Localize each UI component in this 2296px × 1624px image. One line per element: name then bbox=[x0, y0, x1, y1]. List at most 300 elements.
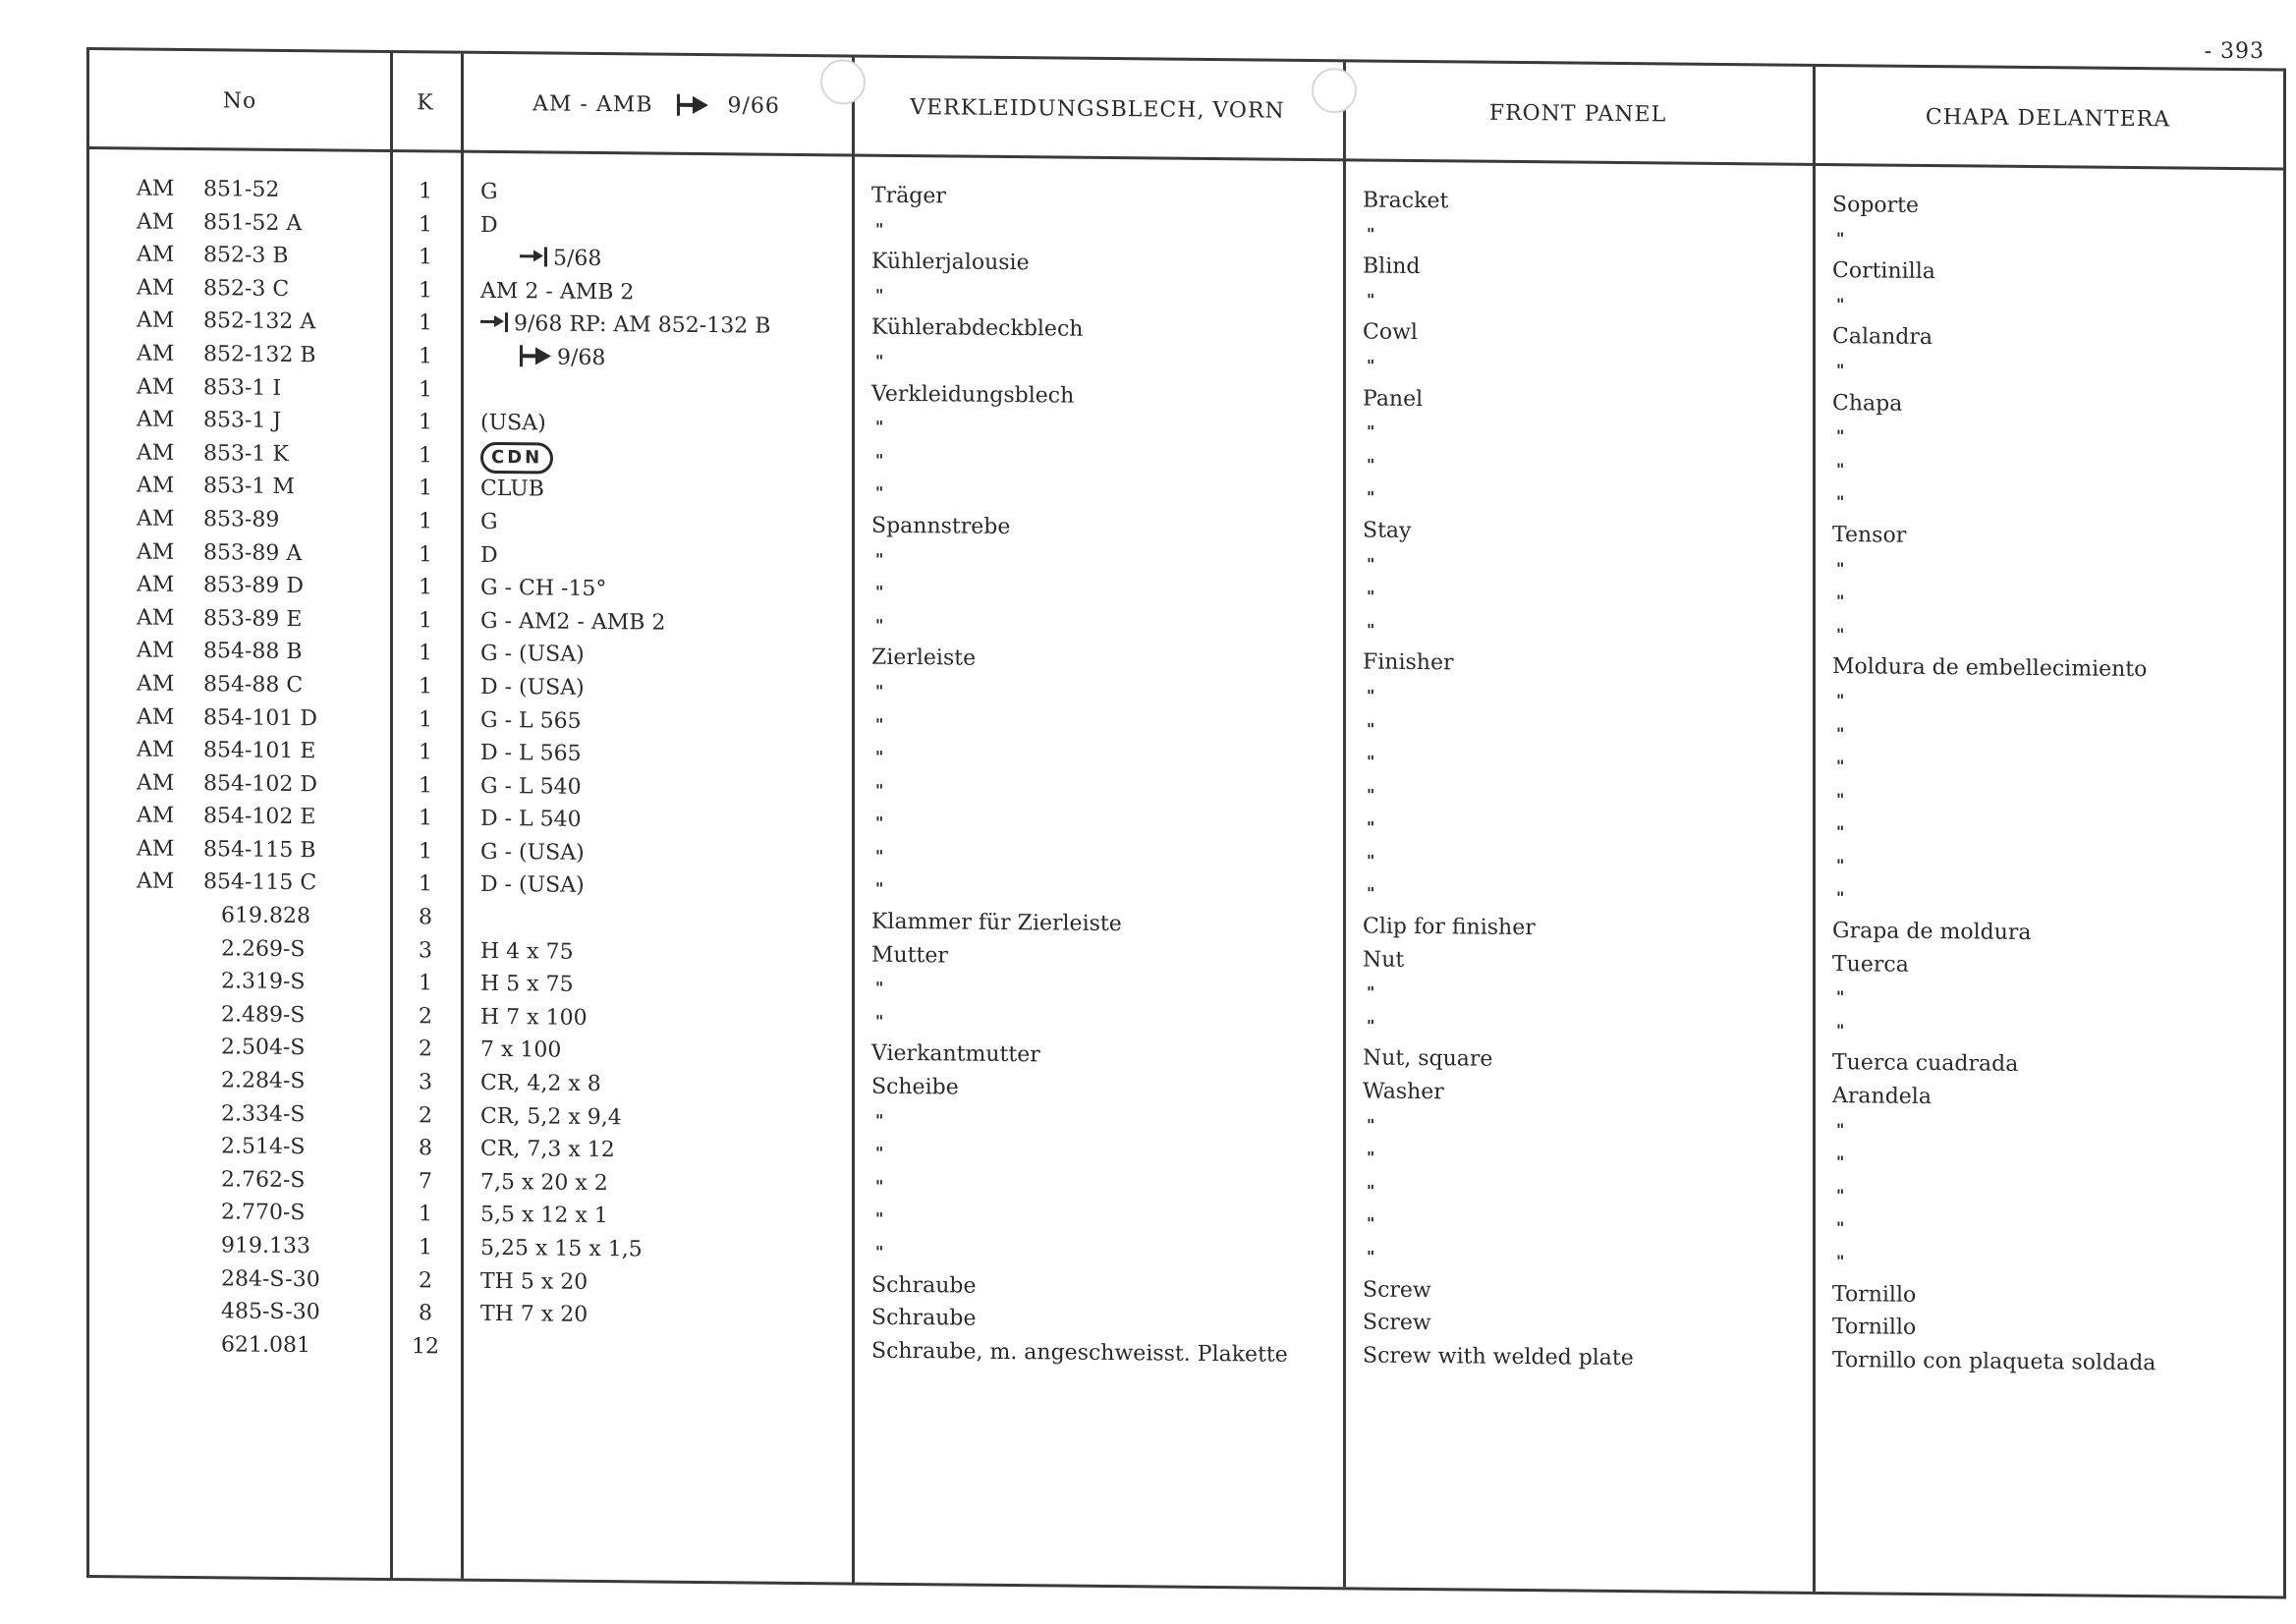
part-number: 854-88 B bbox=[203, 639, 303, 665]
specification-cell bbox=[480, 1067, 844, 1103]
parts-table bbox=[86, 47, 2286, 1598]
specification-cell bbox=[480, 638, 844, 674]
specification-cell bbox=[480, 868, 844, 905]
german-description: Schraube bbox=[871, 1305, 977, 1331]
arrow-end-icon bbox=[480, 312, 510, 332]
punch-hole bbox=[1312, 68, 1357, 113]
header-model bbox=[461, 54, 852, 156]
specification-text: D - (USA) bbox=[480, 872, 585, 899]
part-number: 854-102 E bbox=[203, 804, 316, 830]
part-prefix: AM bbox=[137, 506, 175, 532]
english-description: " bbox=[1367, 1016, 1375, 1036]
specification-cell bbox=[480, 407, 844, 443]
part-number-cell bbox=[137, 667, 382, 702]
quantity-cell: 1 bbox=[419, 740, 432, 765]
part-prefix: AM bbox=[137, 275, 175, 301]
english-description: Nut bbox=[1363, 947, 1405, 973]
spanish-description: " bbox=[1836, 624, 1845, 644]
part-number-cell bbox=[137, 700, 382, 736]
part-prefix bbox=[137, 1284, 203, 1285]
spanish-description: Tornillo con plaqueta soldada bbox=[1832, 1347, 2156, 1376]
part-number: 854-101 E bbox=[203, 738, 316, 764]
specification-cell bbox=[480, 836, 844, 872]
spanish-description: Tornillo bbox=[1832, 1281, 1917, 1308]
specification-text: G - AM2 - AMB 2 bbox=[480, 608, 666, 636]
part-prefix: AM bbox=[137, 605, 175, 631]
quantity-cell: 1 bbox=[419, 410, 432, 435]
english-description: " bbox=[1367, 1148, 1375, 1167]
part-prefix bbox=[137, 1119, 203, 1120]
spanish-description: " bbox=[1836, 789, 1845, 809]
part-prefix: AM bbox=[137, 737, 175, 762]
quantity-cell: 1 bbox=[419, 310, 432, 336]
english-description: Nut, square bbox=[1363, 1045, 1493, 1073]
part-number: 2.514-S bbox=[221, 1134, 306, 1160]
quantity-cell: 8 bbox=[419, 1136, 432, 1161]
german-description: " bbox=[875, 417, 884, 436]
german-description: " bbox=[875, 615, 884, 635]
english-description: " bbox=[1367, 1213, 1375, 1233]
english-description: " bbox=[1367, 620, 1375, 640]
part-prefix bbox=[137, 922, 203, 923]
specification-cell bbox=[480, 605, 844, 642]
specification-cell bbox=[480, 1199, 844, 1235]
specification-cell bbox=[480, 770, 844, 807]
header-model-text: AM - AMB bbox=[532, 90, 653, 118]
german-description: " bbox=[875, 978, 884, 998]
quantity-cell: 1 bbox=[419, 772, 432, 799]
part-number-cell bbox=[137, 734, 382, 769]
english-description: " bbox=[1367, 851, 1375, 870]
english-description: " bbox=[1367, 290, 1375, 309]
part-prefix bbox=[137, 1020, 203, 1021]
part-number-cell bbox=[137, 1327, 382, 1363]
specification-text: CLUB bbox=[480, 476, 544, 502]
spanish-description: " bbox=[1836, 591, 1845, 611]
part-number: 854-101 D bbox=[203, 704, 318, 731]
specification-cell bbox=[480, 1264, 844, 1301]
specification-cell bbox=[480, 440, 844, 476]
specification-text: D - L 565 bbox=[480, 740, 582, 766]
part-number-cell bbox=[137, 635, 382, 670]
german-description: " bbox=[875, 1242, 884, 1261]
spanish-description: " bbox=[1836, 691, 1845, 710]
english-description: " bbox=[1367, 1115, 1375, 1135]
english-description: Panel bbox=[1363, 386, 1424, 412]
quantity-cell: 7 bbox=[419, 1169, 432, 1195]
german-description: Kühlerjalousie bbox=[871, 249, 1030, 276]
german-description: " bbox=[875, 747, 884, 766]
part-number-cell bbox=[137, 436, 382, 472]
english-description: " bbox=[1367, 487, 1375, 507]
part-number-cell bbox=[137, 172, 382, 207]
part-number: 2.334-S bbox=[221, 1100, 306, 1127]
part-number-cell bbox=[137, 370, 382, 406]
quantity-cell: 1 bbox=[419, 376, 432, 402]
german-description: " bbox=[875, 812, 884, 833]
quantity-cell: 2 bbox=[419, 1102, 432, 1129]
specification-cell bbox=[480, 703, 844, 740]
part-number-cell bbox=[137, 239, 382, 274]
specification-cell bbox=[480, 275, 844, 311]
part-prefix: AM bbox=[137, 572, 175, 597]
spanish-description: " bbox=[1836, 855, 1845, 875]
german-description: Verkleidungsblech bbox=[871, 381, 1075, 409]
column-quantity bbox=[402, 175, 449, 1364]
header-k: K bbox=[417, 89, 434, 115]
header-english: FRONT PANEL bbox=[1488, 100, 1667, 127]
part-number-cell bbox=[137, 535, 382, 571]
german-description: Scheibe bbox=[871, 1074, 959, 1100]
part-number: 853-1 M bbox=[203, 474, 295, 500]
part-prefix: AM bbox=[137, 803, 175, 829]
english-description: " bbox=[1367, 554, 1375, 574]
part-number-cell bbox=[137, 271, 382, 307]
part-prefix: AM bbox=[137, 242, 175, 268]
quantity-cell: 1 bbox=[419, 607, 432, 634]
part-number-cell bbox=[137, 305, 382, 340]
spanish-description: " bbox=[1836, 1252, 1845, 1271]
specification-cell bbox=[480, 1099, 844, 1136]
part-number: 2.269-S bbox=[221, 935, 306, 962]
column-divider bbox=[390, 53, 393, 1578]
quantity-cell: 8 bbox=[419, 1301, 432, 1326]
part-prefix: AM bbox=[137, 473, 175, 499]
part-prefix bbox=[137, 1350, 203, 1351]
specification-text: G - (USA) bbox=[480, 642, 585, 668]
specification-text: G - CH -15° bbox=[480, 575, 607, 602]
quantity-cell: 2 bbox=[419, 1004, 432, 1030]
specification-text: G - (USA) bbox=[480, 839, 585, 866]
specification-text: 7 x 100 bbox=[480, 1037, 562, 1064]
part-prefix bbox=[137, 987, 203, 988]
german-description: " bbox=[875, 1011, 884, 1031]
spanish-description: Chapa bbox=[1832, 390, 1903, 417]
german-description: Zierleiste bbox=[871, 644, 977, 672]
part-prefix: AM bbox=[137, 308, 175, 334]
specification-cell bbox=[480, 935, 844, 972]
part-number: 919.133 bbox=[221, 1233, 310, 1260]
specification-text: D - (USA) bbox=[480, 674, 585, 700]
quantity-cell: 1 bbox=[419, 839, 432, 865]
spanish-description: " bbox=[1836, 459, 1845, 478]
quantity-cell: 1 bbox=[419, 211, 432, 237]
quantity-cell: 1 bbox=[419, 245, 432, 270]
part-number-cell bbox=[137, 404, 382, 439]
part-number: 485-S-30 bbox=[221, 1299, 320, 1325]
column-divider bbox=[1813, 67, 1816, 1592]
cdn-stamp: CDN bbox=[480, 442, 553, 475]
spanish-description: " bbox=[1836, 1218, 1845, 1238]
part-number: 852-132 B bbox=[203, 342, 316, 368]
spanish-description: " bbox=[1836, 1119, 1845, 1139]
spanish-description: " bbox=[1836, 723, 1845, 743]
specification-cell bbox=[480, 176, 844, 212]
part-number-cell bbox=[137, 965, 382, 1000]
part-number: 853-89 A bbox=[203, 539, 303, 566]
specification-cell bbox=[480, 1298, 844, 1334]
arrow-start-icon bbox=[520, 345, 553, 366]
german-description: " bbox=[875, 483, 884, 503]
specification-cell bbox=[480, 538, 844, 575]
german-description: Klammer für Zierleiste bbox=[871, 909, 1122, 937]
part-number: 851-52 A bbox=[203, 209, 303, 236]
part-prefix: AM bbox=[137, 539, 175, 565]
part-number-cell bbox=[137, 832, 382, 868]
english-description: " bbox=[1367, 817, 1375, 837]
part-prefix: AM bbox=[137, 341, 175, 366]
english-description: Screw bbox=[1363, 1277, 1431, 1303]
english-description: " bbox=[1367, 455, 1375, 475]
column-english bbox=[1363, 184, 1805, 1376]
part-number-cell bbox=[137, 1295, 382, 1330]
specification-text: CR, 7,3 x 12 bbox=[480, 1137, 615, 1163]
english-description: Blind bbox=[1363, 253, 1421, 280]
quantity-cell: 1 bbox=[419, 871, 432, 897]
specification-cell bbox=[480, 1232, 844, 1268]
arrow-start-icon bbox=[677, 94, 710, 116]
quantity-cell: 1 bbox=[419, 541, 432, 567]
specification-cell bbox=[480, 506, 844, 542]
part-number-cell bbox=[137, 1130, 382, 1165]
specification-text: 9/68 RP: AM 852-132 B bbox=[514, 311, 771, 340]
specification-text: 5,5 x 12 x 1 bbox=[480, 1203, 608, 1229]
specification-cell bbox=[480, 671, 844, 707]
part-number: 284-S-30 bbox=[221, 1265, 320, 1292]
part-number: 851-52 bbox=[203, 177, 280, 202]
specification-text: 5,25 x 15 x 1,5 bbox=[480, 1235, 643, 1262]
specification-text: TH 5 x 20 bbox=[480, 1268, 588, 1295]
quantity-cell: 1 bbox=[419, 179, 432, 204]
part-number: 2.762-S bbox=[221, 1167, 306, 1193]
part-number-cell bbox=[137, 502, 382, 537]
spanish-description: Tensor bbox=[1832, 522, 1907, 548]
english-description: " bbox=[1367, 785, 1375, 805]
english-description: " bbox=[1367, 883, 1375, 904]
quantity-cell: 1 bbox=[419, 641, 432, 666]
spanish-description: " bbox=[1836, 756, 1845, 776]
part-number-cell bbox=[137, 337, 382, 372]
spanish-description: Moldura de embellecimiento bbox=[1832, 654, 2148, 683]
spanish-description: " bbox=[1836, 1152, 1845, 1172]
specification-text: AM 2 - AMB 2 bbox=[480, 278, 635, 306]
english-description: " bbox=[1367, 421, 1375, 441]
part-prefix: AM bbox=[137, 770, 175, 796]
part-prefix: AM bbox=[137, 638, 175, 664]
part-number-cell bbox=[137, 766, 382, 802]
part-prefix: AM bbox=[137, 703, 175, 730]
punch-hole bbox=[820, 59, 866, 104]
column-part-number bbox=[137, 172, 382, 1363]
part-prefix bbox=[137, 1087, 203, 1088]
german-description: Schraube, m. angeschweisst. Plakette bbox=[871, 1338, 1288, 1368]
page-number: - 393 bbox=[2204, 39, 2265, 64]
spanish-description: " bbox=[1836, 1185, 1845, 1204]
part-prefix bbox=[137, 1152, 203, 1153]
part-number: 2.319-S bbox=[221, 969, 306, 995]
english-description: " bbox=[1367, 1181, 1375, 1201]
specification-cell bbox=[480, 572, 844, 608]
part-number-cell bbox=[137, 931, 382, 967]
spanish-description: Arandela bbox=[1832, 1084, 1932, 1110]
specification-cell bbox=[480, 308, 844, 344]
part-number: 2.770-S bbox=[221, 1200, 306, 1226]
english-description: Screw bbox=[1363, 1310, 1431, 1336]
spanish-description: " bbox=[1836, 228, 1845, 248]
part-prefix bbox=[137, 1185, 203, 1186]
spanish-description: " bbox=[1836, 558, 1845, 578]
part-number: 853-89 bbox=[203, 507, 280, 532]
part-prefix: AM bbox=[137, 440, 175, 466]
part-number-cell bbox=[137, 601, 382, 637]
specification-text: H 4 x 75 bbox=[480, 938, 574, 965]
spanish-description: " bbox=[1836, 888, 1845, 908]
part-number-cell bbox=[137, 1031, 382, 1066]
spanish-description: Tornillo bbox=[1832, 1315, 1917, 1341]
english-description: " bbox=[1367, 982, 1375, 1002]
specification-cell bbox=[480, 902, 844, 938]
spanish-description: Tuerca bbox=[1832, 951, 1909, 978]
part-number: 853-1 J bbox=[203, 408, 282, 434]
header-no: No bbox=[222, 87, 257, 114]
german-description: " bbox=[875, 549, 884, 569]
quantity-cell: 3 bbox=[419, 937, 432, 964]
header-model-date: 9/66 bbox=[727, 92, 780, 119]
quantity-cell: 1 bbox=[419, 278, 432, 304]
specification-cell bbox=[480, 341, 844, 377]
quantity-cell: 1 bbox=[419, 806, 432, 831]
quantity-cell: 1 bbox=[419, 674, 432, 700]
english-description: " bbox=[1367, 752, 1375, 771]
column-specification bbox=[480, 176, 844, 1368]
specification-text: G - L 565 bbox=[480, 707, 582, 734]
part-prefix: AM bbox=[137, 176, 175, 201]
part-number: 2.504-S bbox=[221, 1035, 306, 1061]
quantity-cell: 1 bbox=[419, 706, 432, 732]
specification-cell bbox=[480, 208, 844, 245]
part-number-cell bbox=[137, 205, 382, 241]
specification-cell bbox=[480, 1001, 844, 1037]
part-number-cell bbox=[137, 866, 382, 901]
specification-text: CR, 5,2 x 9,4 bbox=[480, 1103, 622, 1130]
quantity-cell: 3 bbox=[419, 1070, 432, 1095]
part-number: 852-3 C bbox=[203, 275, 290, 302]
german-description: " bbox=[875, 1110, 884, 1130]
german-description: " bbox=[875, 1143, 884, 1163]
header-spanish: CHAPA DELANTERA bbox=[1925, 104, 2171, 132]
part-prefix: AM bbox=[137, 209, 175, 235]
specification-text: D bbox=[480, 542, 498, 568]
column-divider bbox=[852, 57, 855, 1582]
quantity-cell: 12 bbox=[412, 1333, 439, 1360]
quantity-cell: 8 bbox=[419, 905, 432, 930]
part-number-cell bbox=[137, 569, 382, 604]
part-number: 619.828 bbox=[221, 903, 310, 929]
part-number-cell bbox=[137, 997, 382, 1033]
spanish-description: Soporte bbox=[1832, 193, 1920, 218]
spanish-description: " bbox=[1836, 822, 1845, 842]
spanish-description: " bbox=[1836, 361, 1845, 380]
specification-text: H 5 x 75 bbox=[480, 972, 574, 998]
part-number: 2.489-S bbox=[221, 1002, 306, 1028]
specification-text: D - L 540 bbox=[480, 807, 582, 833]
german-description: Schraube bbox=[871, 1272, 977, 1299]
column-spanish bbox=[1832, 189, 2274, 1381]
specification-cell bbox=[480, 373, 844, 410]
german-description: " bbox=[875, 714, 884, 734]
part-number-cell bbox=[137, 1096, 382, 1132]
specification-cell bbox=[480, 803, 844, 839]
german-description: " bbox=[875, 780, 884, 800]
english-description: Clip for finisher bbox=[1363, 914, 1536, 941]
german-description: " bbox=[875, 681, 884, 700]
german-description: " bbox=[875, 846, 884, 866]
specification-cell bbox=[480, 242, 844, 278]
part-prefix bbox=[137, 1053, 203, 1054]
german-description: " bbox=[875, 1176, 884, 1196]
specification-text: G - L 540 bbox=[480, 773, 582, 800]
part-number-cell bbox=[137, 470, 382, 505]
specification-text: TH 7 x 20 bbox=[480, 1302, 588, 1328]
part-number: 854-115 B bbox=[203, 837, 316, 864]
english-description: " bbox=[1367, 224, 1375, 244]
specification-cell bbox=[480, 1133, 844, 1169]
german-description: " bbox=[875, 879, 884, 899]
part-number-cell bbox=[137, 1064, 382, 1099]
quantity-cell: 1 bbox=[419, 1202, 432, 1227]
part-prefix bbox=[137, 1317, 203, 1318]
english-description: Cowl bbox=[1363, 319, 1418, 346]
part-number: 854-115 C bbox=[203, 869, 317, 896]
specification-cell bbox=[480, 473, 844, 509]
arrow-end-icon bbox=[520, 247, 549, 266]
specification-text: 9/68 bbox=[557, 345, 606, 371]
english-description: " bbox=[1367, 1247, 1375, 1266]
column-divider bbox=[1343, 62, 1346, 1587]
part-number: 853-1 K bbox=[203, 440, 289, 467]
specification-cell bbox=[480, 1331, 844, 1368]
german-description: " bbox=[875, 219, 884, 239]
spanish-description: Cortinilla bbox=[1832, 258, 1935, 285]
quantity-cell: 1 bbox=[419, 476, 432, 501]
spanish-description: Grapa de moldura bbox=[1832, 919, 2032, 946]
specification-text: H 7 x 100 bbox=[480, 1004, 588, 1031]
spanish-description: Calandra bbox=[1832, 324, 1932, 351]
specification-text: CR, 4,2 x 8 bbox=[480, 1070, 601, 1097]
part-number-cell bbox=[137, 1228, 382, 1263]
spanish-description: " bbox=[1836, 492, 1845, 512]
quantity-cell: 1 bbox=[419, 971, 432, 996]
column-german bbox=[871, 180, 1333, 1372]
quantity-cell: 2 bbox=[419, 1267, 432, 1293]
part-number-cell bbox=[137, 1162, 382, 1198]
part-prefix: AM bbox=[137, 836, 175, 862]
specification-cell bbox=[480, 1034, 844, 1070]
column-divider bbox=[461, 54, 464, 1579]
part-prefix bbox=[137, 954, 203, 955]
part-number: 621.081 bbox=[221, 1332, 310, 1358]
quantity-cell: 1 bbox=[419, 442, 432, 469]
header-german: VERKLEIDUNGSBLECH, VORN bbox=[910, 94, 1285, 124]
german-description: Mutter bbox=[871, 942, 948, 969]
part-number-cell bbox=[137, 1261, 382, 1297]
part-number: 852-3 B bbox=[203, 243, 289, 269]
english-description: " bbox=[1367, 587, 1375, 606]
part-number-cell bbox=[137, 800, 382, 835]
part-number: 854-88 C bbox=[203, 672, 304, 699]
specification-text: 7,5 x 20 x 2 bbox=[480, 1169, 608, 1196]
quantity-cell: 2 bbox=[419, 1036, 432, 1062]
